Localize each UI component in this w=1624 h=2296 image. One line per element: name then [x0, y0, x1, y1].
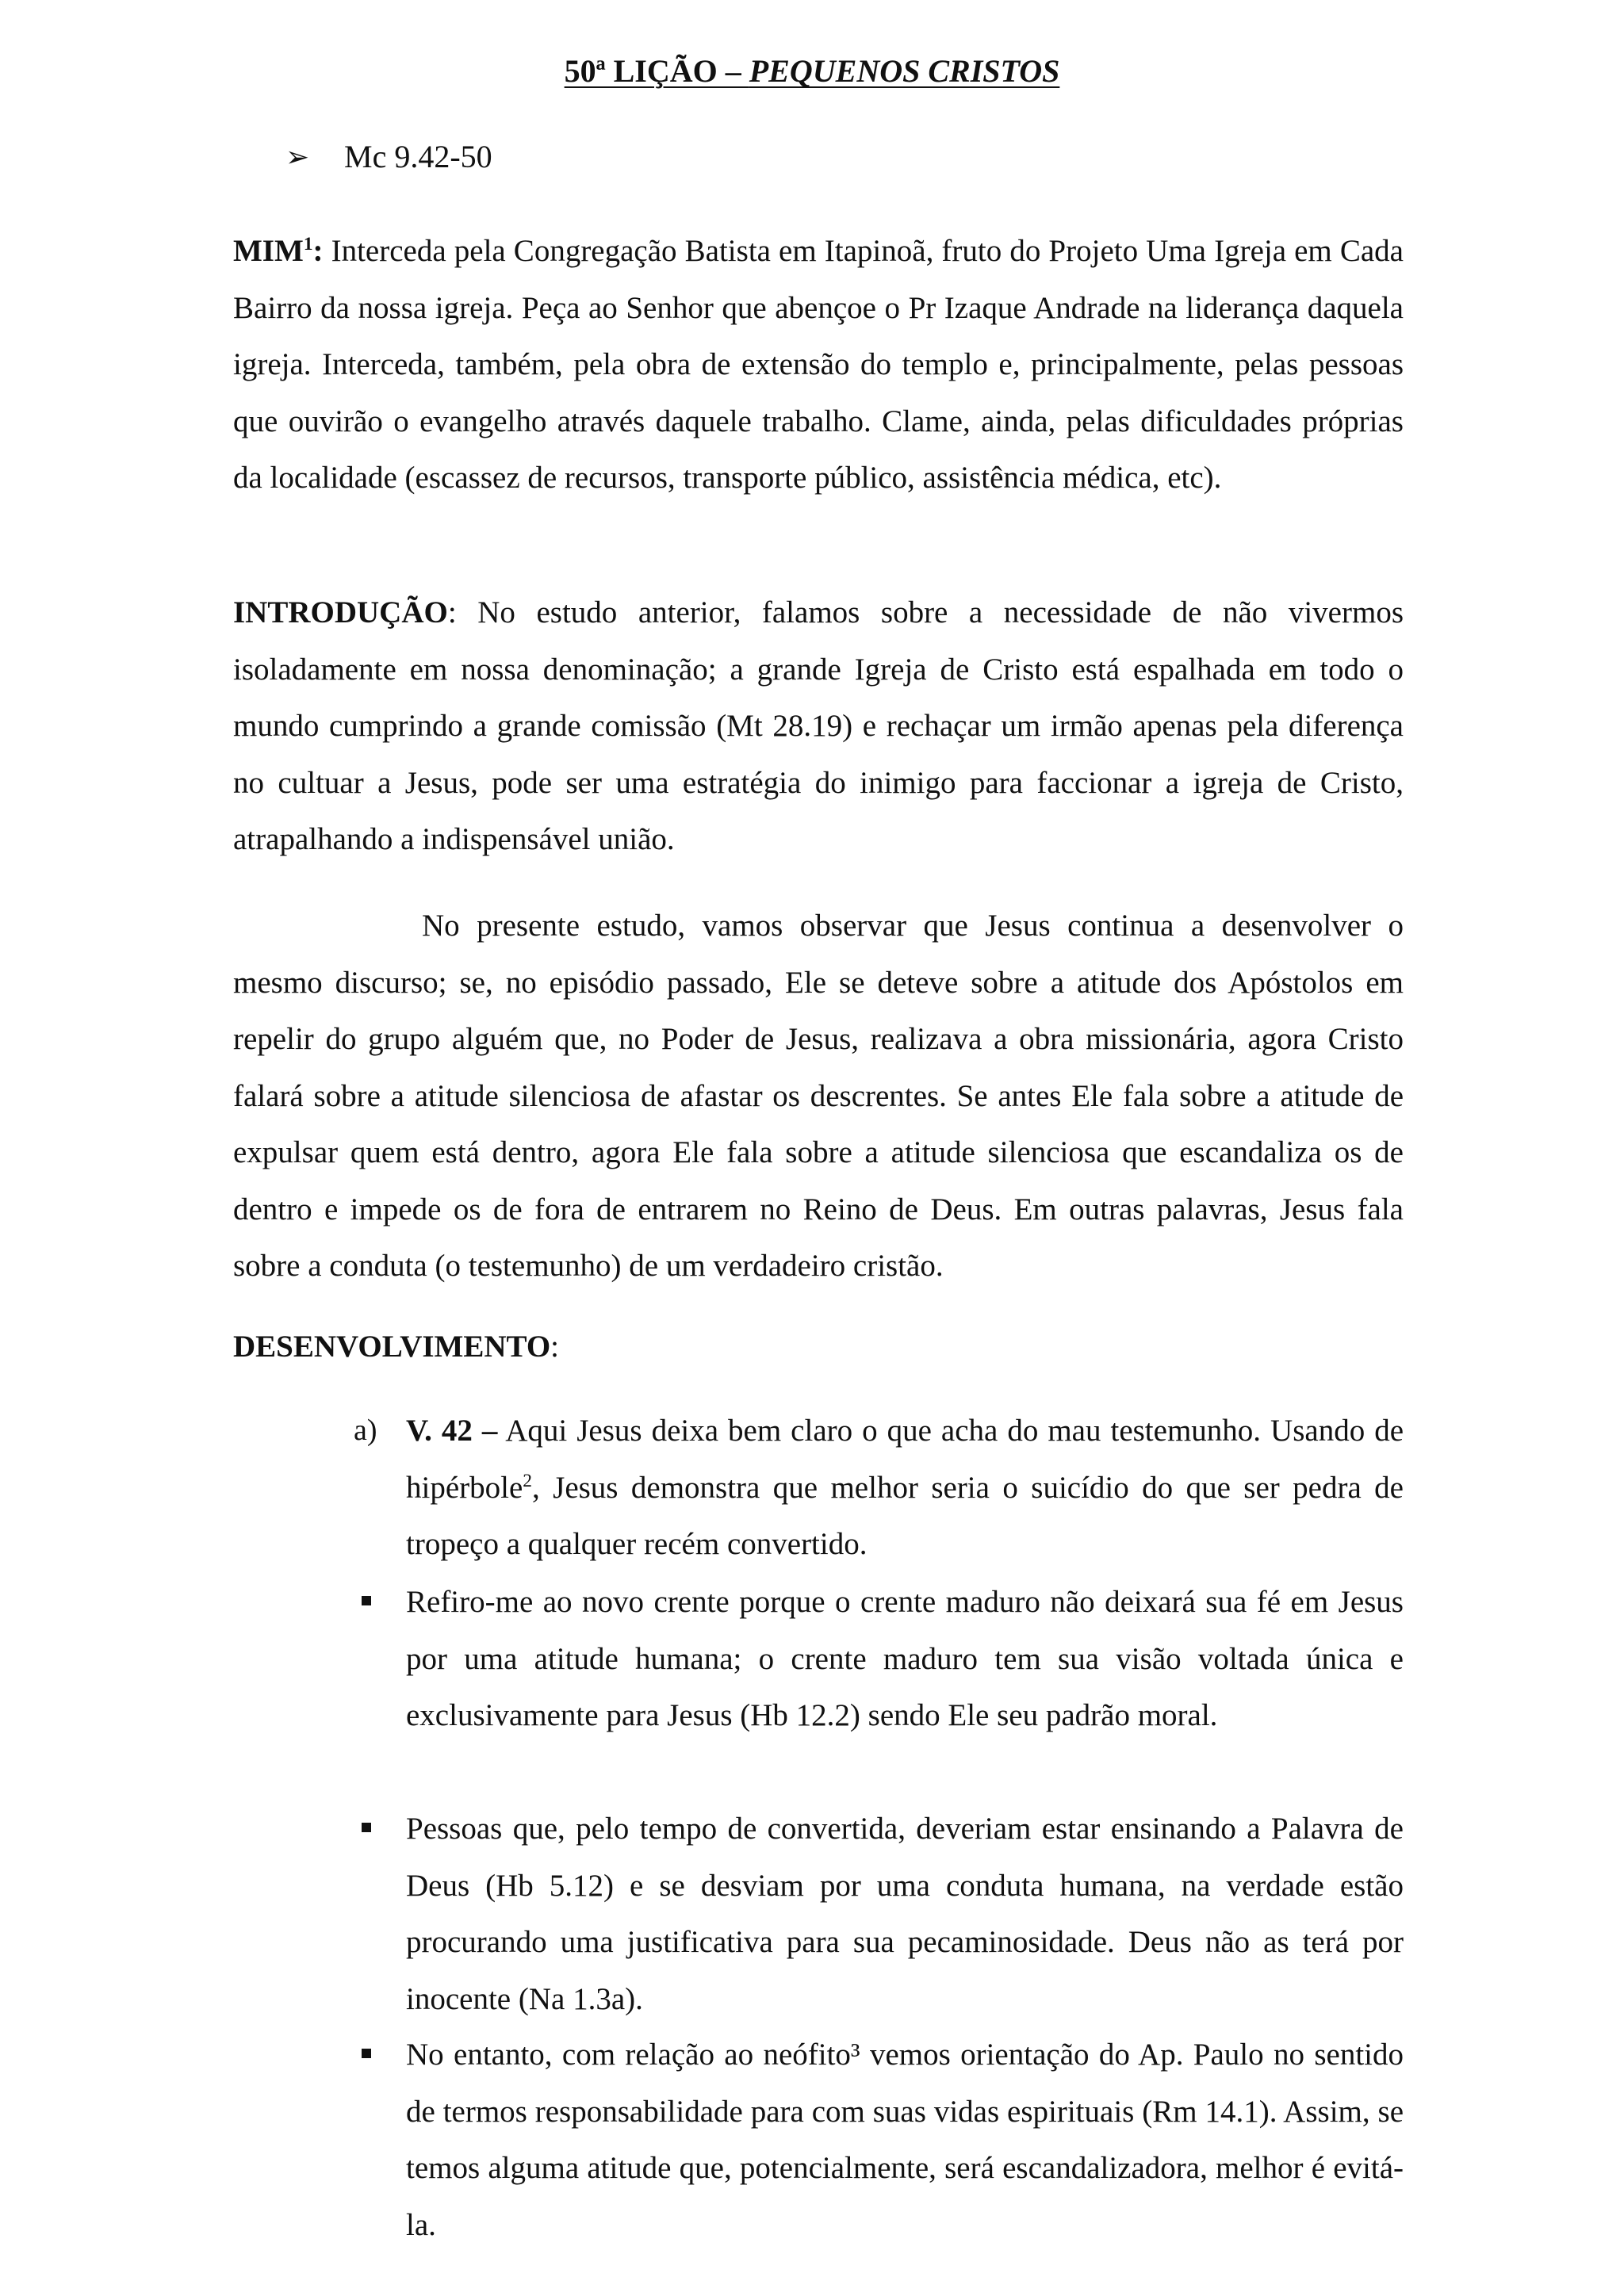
square-bullet-icon: [362, 2049, 371, 2058]
desenvolvimento-label: DESENVOLVIMENTO: [233, 1330, 551, 1364]
scripture-reference-text: Mc 9.42-50: [344, 139, 492, 174]
list-marker-a: a): [354, 1414, 377, 1447]
square-bullet-icon: [362, 1823, 371, 1832]
lesson-title-italic: PEQUENOS CRISTOS: [749, 53, 1060, 89]
desenvolvimento-colon: :: [550, 1330, 560, 1364]
bullet-item-text: Pessoas que, pelo tempo de convertida, deveriam estar ensinando a Palavra de Deus (Hb 5.12) e se desviam por uma conduta humana, na verdade estão procurando uma justificativa para sua pecaminosidade. Deus não as terá por inocente (Na 1.3a).: [406, 1812, 1404, 2016]
footnote-1-marker: 1: [303, 234, 313, 254]
bullet-item: [406, 1800, 1404, 2027]
bullet-item-text: No entanto, com relação ao neófito³ vemos orientação do Ap. Paulo no sentido de termos responsabilidade para com suas vidas espirituais (Rm 14.1). Assim, se temos alguma atitude que, potencialmente, será escandalizadora, melhor é evitá-la.: [406, 2038, 1404, 2242]
desenvolvimento-heading: [233, 1318, 1404, 1376]
introduction-label: INTRODUÇÃO: [233, 595, 448, 629]
verse-label: V. 42 –: [406, 1414, 498, 1448]
scripture-reference: [285, 138, 492, 175]
lesson-title-prefix: 50ª LIÇÃO –: [564, 53, 749, 89]
list-item-a: [354, 1402, 1404, 1573]
mim-colon: :: [312, 234, 324, 268]
square-bullet-icon: [362, 1596, 371, 1605]
presente-text: No presente estudo, vamos observar que Jesus continua a desenvolver o mesmo discurso; se, no episódio passado, Ele se deteve sobre a atitude dos Apóstolos em repelir do grupo alguém que, no Poder de Jesus, realizava a obra missionária, agora Cristo falará sobre a atitude silenciosa de afastar os descrentes. Se antes Ele fala sobre a atitude de expulsar quem está dentro, agora Ele fala sobre a atitude silenciosa que escandaliza os de dentro e impede os de fora de entrarem no Reino de Deus. Em outras palavras, Jesus fala sobre a conduta (o testemunho) de um verdadeiro cristão.: [233, 909, 1404, 1283]
introduction-text: : No estudo anterior, falamos sobre a necessidade de não vivermos isoladamente em nossa denominação; a grande Igreja de Cristo está espalhada em todo o mundo cumprindo a grande comissão (Mt 28.19) e rechaçar um irmão apenas pela diferença no cultuar a Jesus, pode ser uma estratégia do inimigo para faccionar a igreja de Cristo, atrapalhando a indispensável união.: [233, 595, 1404, 856]
mim-text: Interceda pela Congregação Batista em Itapinoã, fruto do Projeto Uma Igreja em Cada Bairro da nossa igreja. Peça ao Senhor que abençoe o Pr Izaque Andrade na liderança daquela igreja. Interceda, também, pela obra de extensão do templo e, principalmente, pelas pessoas que ouvirão o evangelho através daquele trabalho. Clame, ainda, pelas dificuldades próprias da localidade (escassez de recursos, transporte público, assistência médica, etc).: [233, 234, 1404, 495]
item-a-text-1: Aqui Jesus deixa bem claro o que acha do mau testemunho. Usando de hipérbole: [406, 1414, 1404, 1505]
item-a-text-2: , Jesus demonstra que melhor seria o suicídio do que ser pedra de tropeço a qualquer recém convertido.: [406, 1470, 1404, 1561]
presente-paragraph: [233, 897, 1404, 1295]
bullet-item: [406, 2026, 1404, 2253]
introduction-paragraph: [233, 584, 1404, 868]
bullet-item-text: Refiro-me ao novo crente porque o crente maduro não deixará sua fé em Jesus por uma atitude humana; o crente maduro tem sua visão voltada única e exclusivamente para Jesus (Hb 12.2) sendo Ele seu padrão moral.: [406, 1585, 1404, 1732]
arrow-bullet-icon: ➢: [285, 140, 310, 173]
lesson-title: [0, 52, 1624, 90]
mim-paragraph: [233, 223, 1404, 507]
mim-label: MIM: [233, 234, 304, 268]
footnote-2-marker: 2: [523, 1470, 532, 1491]
bullet-item: [406, 1574, 1404, 1744]
